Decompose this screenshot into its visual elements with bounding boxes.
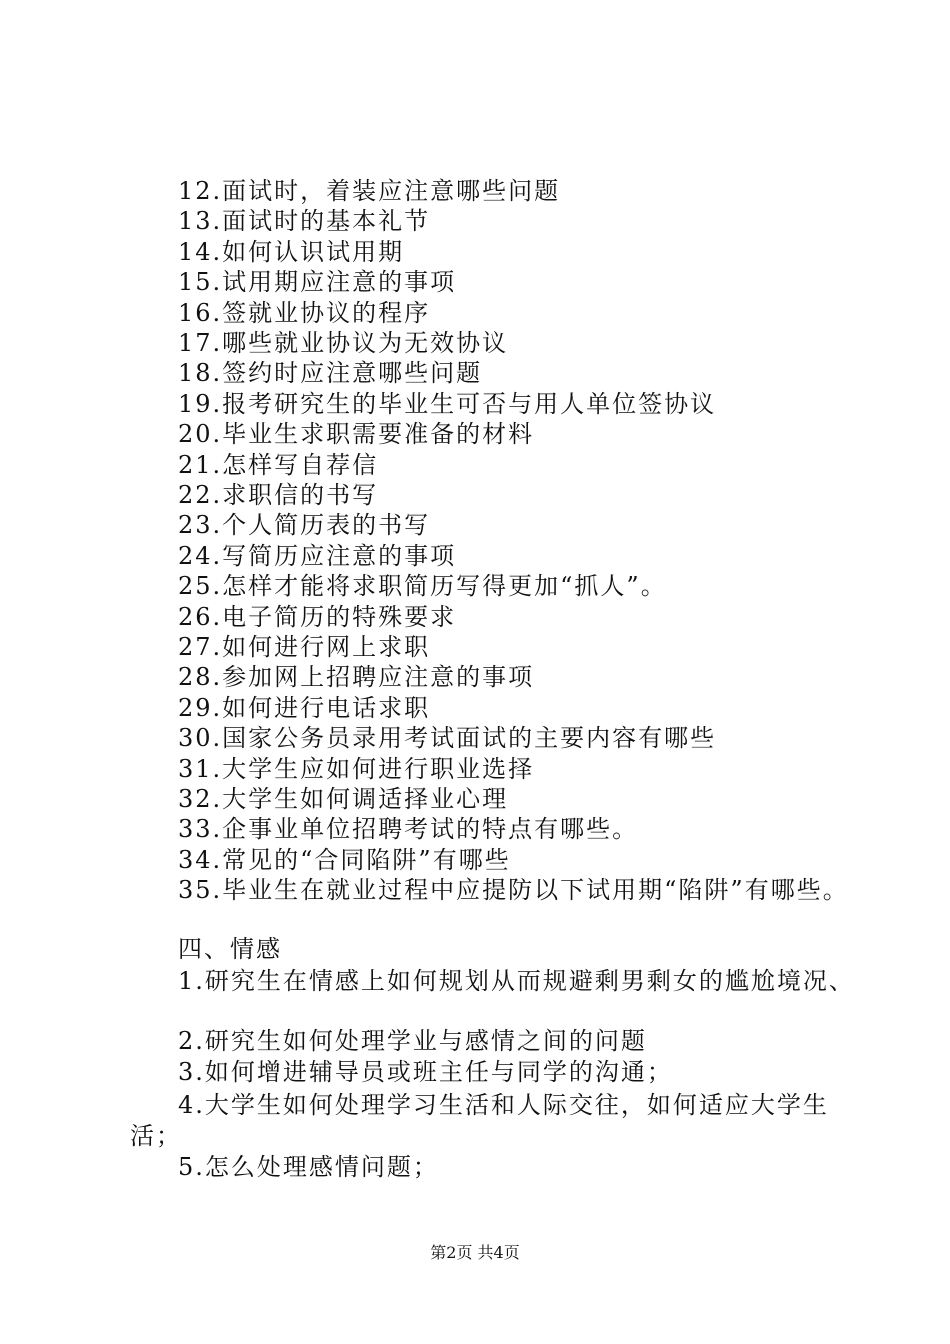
list-item: 31.大学生应如何进行职业选择 xyxy=(178,755,535,783)
list-item: 13.面试时的基本礼节 xyxy=(178,207,431,235)
list-item: 19.报考研究生的毕业生可否与用人单位签协议 xyxy=(178,390,717,418)
list-item: 17.哪些就业协议为无效协议 xyxy=(178,329,509,357)
list-item: 2.研究生如何处理学业与感情之间的问题 xyxy=(178,1027,647,1055)
list-item: 1.研究生在情感上如何规划从而规避剩男剩女的尴尬境况、 xyxy=(178,967,855,995)
list-item: 21.怎样写自荐信 xyxy=(178,451,379,479)
list-item: 12.面试时，着装应注意哪些问题 xyxy=(178,177,561,205)
list-item: 20.毕业生求职需要准备的材料 xyxy=(178,420,535,448)
list-item: 22.求职信的书写 xyxy=(178,481,379,509)
list-item: 28.参加网上招聘应注意的事项 xyxy=(178,663,535,691)
list-item: 3.如何增进辅导员或班主任与同学的沟通； xyxy=(178,1058,673,1086)
page-footer: 第2页 共4页 xyxy=(430,1243,520,1262)
list-item-continuation: 活； xyxy=(130,1122,182,1150)
list-item: 25.怎样才能将求职简历写得更加“抓人”。 xyxy=(178,572,667,600)
list-item: 30.国家公务员录用考试面试的主要内容有哪些 xyxy=(178,724,717,752)
list-item: 23.个人简历表的书写 xyxy=(178,511,431,539)
list-item: 33.企事业单位招聘考试的特点有哪些。 xyxy=(178,815,639,843)
list-item: 16.签就业协议的程序 xyxy=(178,299,431,327)
list-item: 15.试用期应注意的事项 xyxy=(178,268,457,296)
list-item: 26.电子简历的特殊要求 xyxy=(178,603,457,631)
list-item: 14.如何认识试用期 xyxy=(178,238,405,266)
list-item: 5.怎么处理感情问题； xyxy=(178,1153,439,1181)
list-item: 24.写简历应注意的事项 xyxy=(178,542,457,570)
list-item: 4.大学生如何处理学习生活和人际交往，如何适应大学生 xyxy=(178,1091,829,1119)
list-item: 29.如何进行电话求职 xyxy=(178,694,431,722)
list-item: 32.大学生如何调适择业心理 xyxy=(178,785,509,813)
section-heading: 四、情感 xyxy=(178,935,282,963)
list-item: 34.常见的“合同陷阱”有哪些 xyxy=(178,846,511,874)
list-item: 18.签约时应注意哪些问题 xyxy=(178,359,483,387)
list-item: 35.毕业生在就业过程中应提防以下试用期“陷阱”有哪些。 xyxy=(178,876,849,904)
list-item: 27.如何进行网上求职 xyxy=(178,633,431,661)
